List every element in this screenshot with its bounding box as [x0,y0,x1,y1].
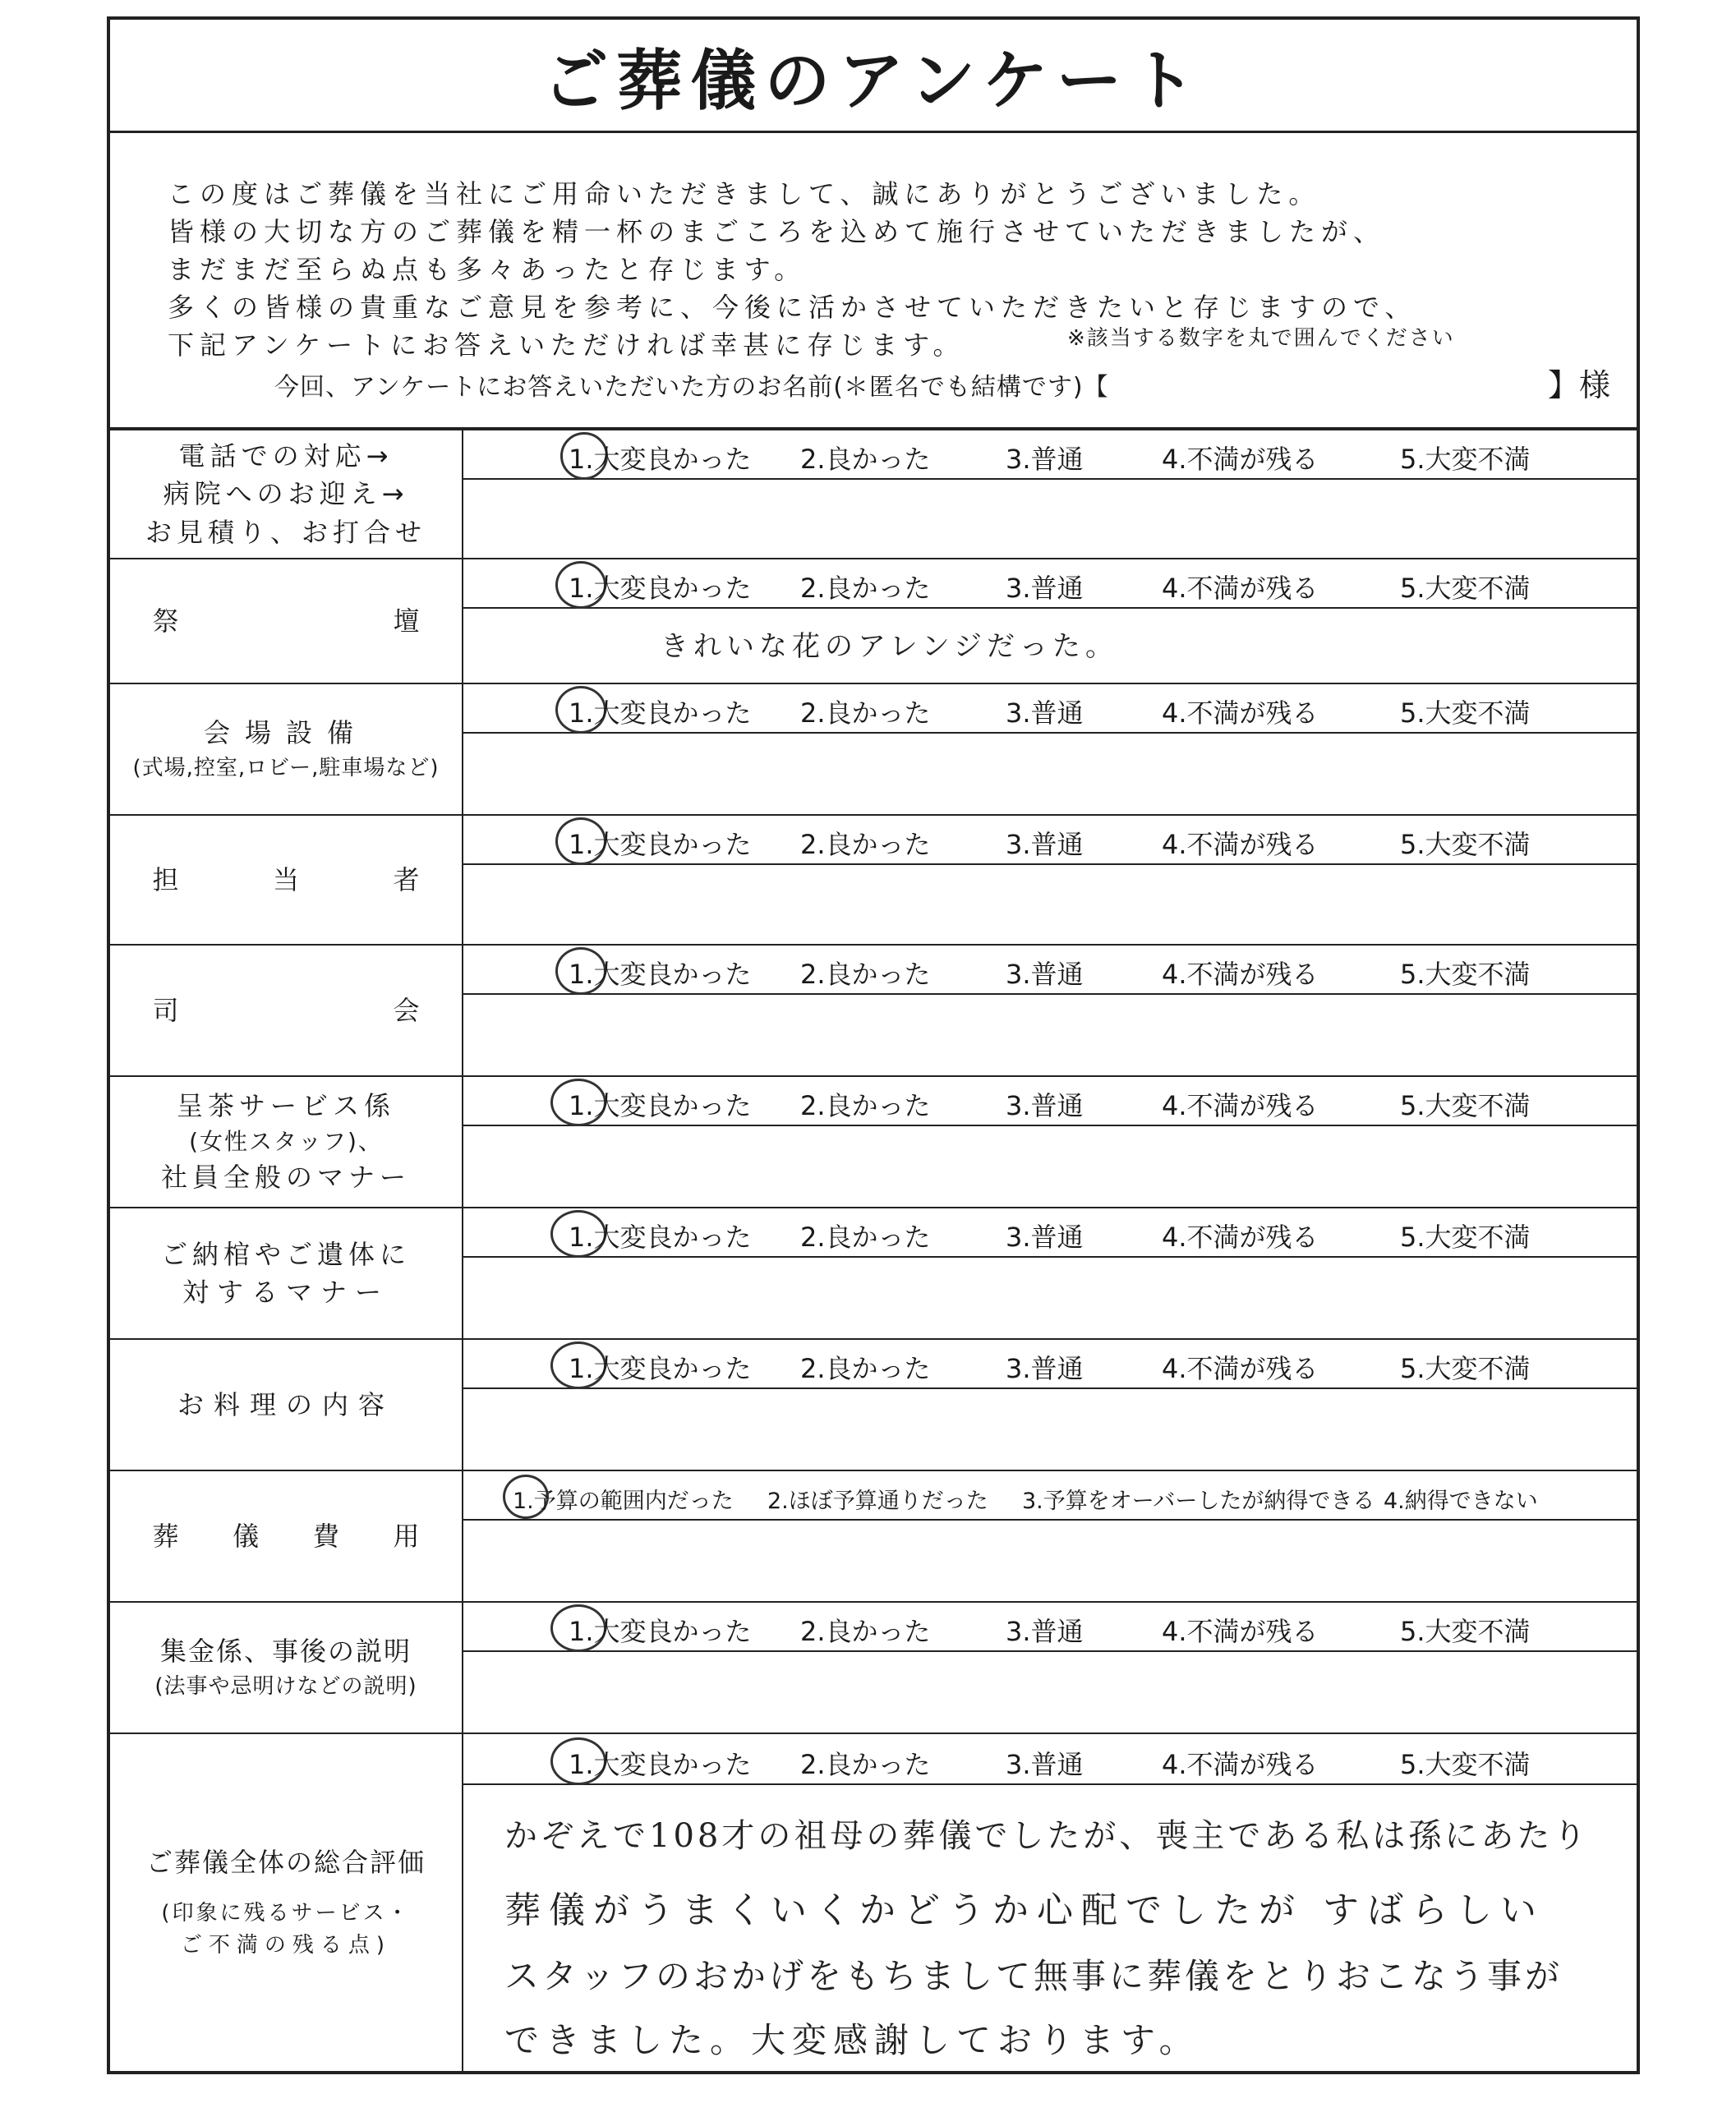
label-text: 病院へのお迎え→ [163,478,409,510]
option-4[interactable]: 4.不満が残る [1162,829,1319,860]
label-char: 当 [272,863,299,895]
answer-area [463,559,1637,683]
page-title: ご葬儀のアンケート [542,43,1204,119]
label-subtext: (法事や忌明けなどの説明) [154,1673,417,1699]
question-label [110,1208,463,1338]
title-box [110,20,1637,133]
label-char: 祭 [152,605,179,637]
option-4[interactable]: 4.不満が残る [1162,959,1319,990]
option-5[interactable]: 5.大変不満 [1400,1222,1531,1253]
label-text: ご葬儀全体の総合評価 [145,1846,426,1878]
intro-line: 皆様の大切な方のご葬儀を精一杯のまごころを込めて施行させていただきましたが、 [168,216,1386,247]
label-char: 壇 [393,605,420,637]
cost-option-3[interactable]: 3.予算をオーバーしたが納得できる [1022,1489,1375,1514]
option-2[interactable]: 2.良かった [800,1090,931,1121]
option-4[interactable]: 4.不満が残る [1162,1353,1319,1384]
option-4[interactable]: 4.不満が残る [1162,444,1319,475]
question-label [110,1734,463,2071]
question-row-encoffinment [110,1208,1637,1340]
question-row-cost [110,1471,1637,1603]
rating-options [463,684,1637,734]
option-1[interactable]: 1.大変良かった [569,697,752,729]
rating-options [463,1736,1637,1785]
question-label [110,430,463,558]
option-2[interactable]: 2.良かった [800,697,931,729]
option-4[interactable]: 4.不満が残る [1162,1749,1319,1780]
option-3[interactable]: 3.普通 [1006,829,1084,860]
option-2[interactable]: 2.良かった [800,1749,931,1780]
option-5[interactable]: 5.大変不満 [1400,1353,1531,1384]
rating-options [463,1077,1637,1126]
option-4[interactable]: 4.不満が残る [1162,1090,1319,1121]
option-5[interactable]: 5.大変不満 [1400,1616,1531,1647]
label-text: お料理の内容 [177,1388,394,1420]
question-label [110,1603,463,1733]
rating-options [463,430,1637,480]
label-subtext: (印象に残るサービス・ [161,1901,411,1926]
option-1[interactable]: 1.大変良かった [569,1222,752,1253]
option-3[interactable]: 3.普通 [1006,697,1084,729]
handwritten-comment: できました。大変感謝しております。 [504,2020,1200,2060]
label-text [153,602,420,640]
option-2[interactable]: 2.良かった [800,1222,931,1253]
option-3[interactable]: 3.普通 [1006,1353,1084,1384]
option-3[interactable]: 3.普通 [1006,444,1084,475]
cost-option-4[interactable]: 4.納得できない [1384,1489,1538,1514]
option-2[interactable]: 2.良かった [800,1353,931,1384]
option-1[interactable]: 1.大変良かった [569,1616,752,1647]
option-2[interactable]: 2.良かった [800,1616,931,1647]
rating-options [463,1340,1637,1389]
question-label [110,1077,463,1207]
option-2[interactable]: 2.良かった [800,829,931,860]
answer-area [463,684,1637,814]
question-row-phone [110,430,1637,559]
question-label [110,946,463,1075]
option-2[interactable]: 2.良かった [800,573,931,604]
option-1[interactable]: 1.大変良かった [569,1749,752,1780]
label-char: 費 [312,1520,339,1552]
option-5[interactable]: 5.大変不満 [1400,697,1531,729]
label-subtext: ご不満の残る点) [180,1933,392,1958]
label-text: お見積り、お打合せ [145,516,426,548]
option-1[interactable]: 1.大変良かった [569,829,752,860]
label-text: 呈茶サービス係 [176,1090,395,1122]
question-row-cuisine [110,1340,1637,1471]
question-row-tea-service [110,1077,1637,1208]
answer-area [463,946,1637,1075]
option-3[interactable]: 3.普通 [1006,1222,1084,1253]
rating-options [463,1208,1637,1258]
question-label [110,1340,463,1470]
rating-options [463,816,1637,865]
label-text [153,861,420,899]
handwritten-comment: かぞえで108才の祖母の葬儀でしたが、喪主である私は孫にあたり [504,1817,1590,1855]
question-row-staff [110,816,1637,946]
label-char: 者 [393,863,420,895]
question-label [110,1471,463,1601]
intro-line: 下記アンケートにお答えいただければ幸甚に存じます。 [168,329,965,361]
cost-option-2[interactable]: 2.ほぼ予算通りだった [767,1489,988,1514]
label-text: 集金係、事後の説明 [159,1636,412,1668]
option-4[interactable]: 4.不満が残る [1162,1222,1319,1253]
label-char: 儀 [233,1520,260,1552]
question-label [110,816,463,944]
option-5[interactable]: 5.大変不満 [1400,829,1531,860]
answer-area [463,1208,1637,1338]
intro-line: この度はご葬儀を当社にご用命いただきまして、誠にありがとうございました。 [168,178,1321,209]
intro-section [110,131,1637,430]
rating-options [463,559,1637,609]
option-5[interactable]: 5.大変不満 [1400,1749,1531,1780]
option-5[interactable]: 5.大変不満 [1400,959,1531,990]
option-4[interactable]: 4.不満が残る [1162,573,1319,604]
label-char: 用 [393,1520,420,1552]
answer-area [463,1734,1637,2071]
option-3[interactable]: 3.普通 [1006,1749,1084,1780]
question-row-billing [110,1603,1637,1734]
answer-area [463,1471,1637,1601]
question-row-venue [110,684,1637,816]
question-row-mc [110,946,1637,1077]
label-char: 担 [152,863,179,895]
option-4[interactable]: 4.不満が残る [1162,1616,1319,1647]
answer-area [463,1603,1637,1733]
label-text: 電話での対応→ [178,439,394,472]
option-3[interactable]: 3.普通 [1006,1090,1084,1121]
option-1[interactable]: 1.大変良かった [569,573,752,604]
intro-line: まだまだ至らぬ点も多々あったと存じます。 [168,254,807,285]
question-label [110,559,463,683]
option-5[interactable]: 5.大変不満 [1400,1090,1531,1121]
option-2[interactable]: 2.良かった [800,444,931,475]
label-text: 会場設備 [203,717,368,749]
rating-options [463,946,1637,995]
option-2[interactable]: 2.良かった [800,959,931,990]
option-4[interactable]: 4.不満が残る [1162,697,1319,729]
survey-sheet [107,16,1640,2074]
question-label [110,684,463,814]
option-1[interactable]: 1.大変良かった [569,1353,752,1384]
question-row-altar [110,559,1637,684]
label-subtext: (式場,控室,ロビー,駐車場など) [132,755,440,780]
label-text: 対するマナー [182,1277,389,1308]
handwritten-comment: スタッフのおかげをもちまして無事に葬儀をとりおこなう事が [504,1956,1563,1996]
label-text: ご納棺やご遺体に [160,1238,411,1270]
option-3[interactable]: 3.普通 [1006,1616,1084,1647]
handwritten-comment: きれいな花のアレンジだった。 [661,630,1118,663]
name-label: 今回、アンケートにお答えいただいた方のお名前(＊匿名でも結構です)【 [274,373,1109,402]
cost-options [463,1471,1637,1521]
option-1[interactable]: 1.大変良かった [569,1090,752,1121]
label-char: 葬 [152,1520,179,1552]
question-row-overall [110,1734,1637,2071]
option-1[interactable]: 1.大変良かった [569,959,752,990]
instruction-note: ※該当する数字を丸で囲んでください [1067,326,1455,351]
cost-option-1[interactable]: 1.予算の範囲内だった [513,1489,734,1514]
option-5[interactable]: 5.大変不満 [1400,573,1531,604]
label-text [153,1517,420,1555]
label-text: 社員全般のマナー [160,1162,411,1194]
label-text [153,992,420,1029]
option-1[interactable]: 1.大変良かった [569,444,752,475]
label-text: (女性スタッフ)、 [189,1127,383,1155]
answer-area [463,1340,1637,1470]
option-3[interactable]: 3.普通 [1006,573,1084,604]
answer-area [463,1077,1637,1207]
option-3[interactable]: 3.普通 [1006,959,1084,990]
rating-options [463,1603,1637,1652]
intro-line: 多くの皆様の貴重なご意見を参考に、今後に活かさせていただきたいと存じますので、 [168,292,1417,323]
answer-area [463,430,1637,558]
label-char: 会 [393,994,420,1026]
label-char: 司 [152,994,179,1026]
handwritten-comment: 葬儀がうまくいくかどうか心配でしたが すばらしい [504,1889,1545,1931]
answer-area [463,816,1637,944]
name-honorific: 】様 [1548,367,1611,403]
option-5[interactable]: 5.大変不満 [1400,444,1531,475]
